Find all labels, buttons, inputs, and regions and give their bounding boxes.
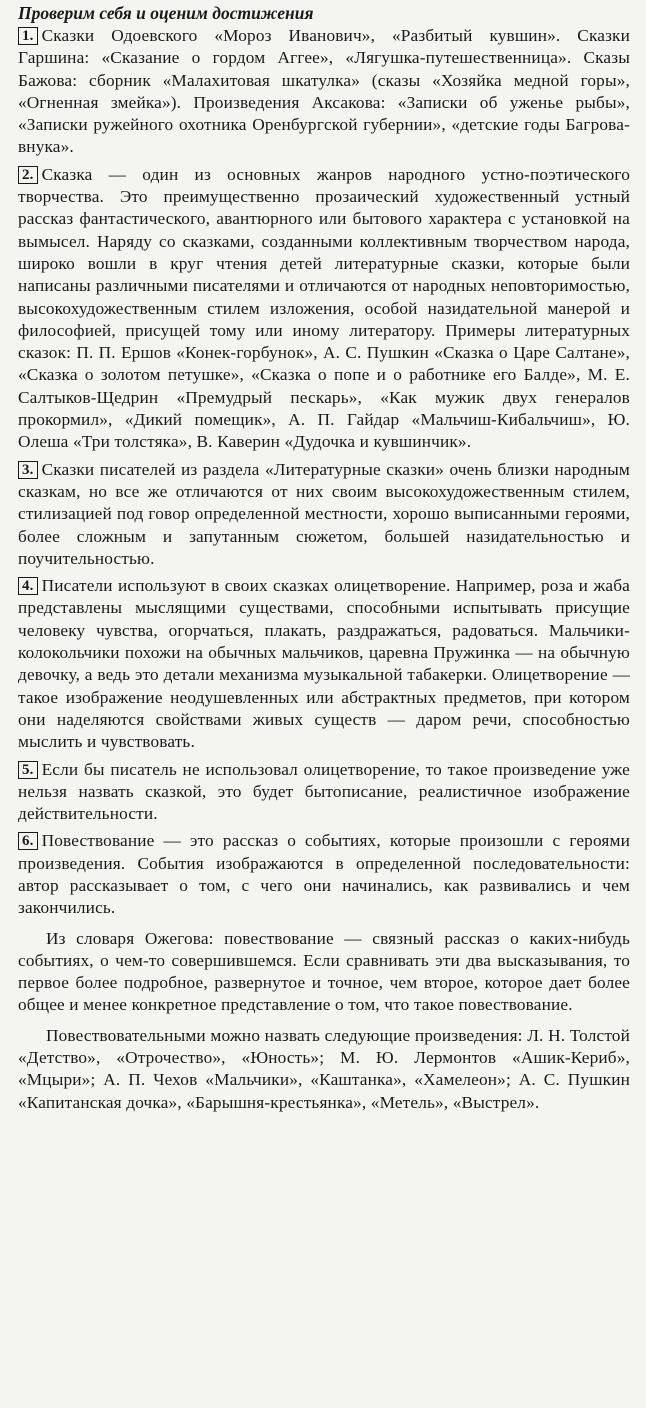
item-number-box: 6.	[18, 832, 38, 850]
item-number-box: 5.	[18, 761, 38, 779]
item-number-box: 1.	[18, 27, 38, 45]
item-number-box: 4.	[18, 577, 38, 595]
document-page	[18, 2, 630, 1119]
narrative-works-paragraph: Повествовательными можно назвать следующие произведения: Л. Н. Толстой «Детство», «Отрочество», «Юность»; М. Ю. Лермонтов «Ашик-Кериб», «Мцыри»; А. П. Чехов «Мальчики», «Каштанка», «Хамелеон»; А. С. Пушкин «Капитанская дочка», «Барышня-крестьянка», «Метель», «Выстрел».	[18, 1025, 630, 1112]
answer-text: Сказки Одоевского «Мороз Иванович», «Разбитый кувшин». Сказки Гаршина: «Сказание о гордом Аггее», «Лягушка-путешественница». Сказы Бажова: сборник «Малахитовая шкатулка» (сказы «Хозяйка медной горы», «Огненная змейка»). Произведения Аксакова: «Записки об уженье рыбы», «Записки ружейного охотника Оренбургской губернии», «детские годы Багрова-внука».	[18, 26, 630, 157]
answer-text: Сказки писателей из раздела «Литературные сказки» очень близки народным сказкам, но все же отличаются от них своим высокохудожественным стилем, стилизацией под говор определенной местности, хорошо выписанными героями, более сложным и запутанным сюжетом, большей назидательностью и поучительностью.	[18, 459, 630, 568]
answer-item-6	[18, 830, 630, 919]
item-number-box: 2.	[18, 166, 38, 184]
answer-item-1	[18, 25, 630, 159]
section-heading: Проверим себя и оценим достижения	[18, 3, 314, 23]
answer-text: Если бы писатель не использовал олицетворение, то такое произведение уже нельзя назвать сказкой, это будет бытописание, реалистичное изображение действительности.	[18, 759, 630, 824]
answer-item-4	[18, 575, 630, 753]
answer-item-3	[18, 459, 630, 570]
item-number-box: 3.	[18, 461, 38, 479]
answer-text: Писатели используют в своих сказках олицетворение. Например, роза и жаба представлены мыслящими существами, способными испытывать присущие человеку чувства, огорчаться, плакать, раздражаться, радоваться. Мальчики-колокольчики похожи на обычных мальчиков, царевна Пружинка — на обычную девочку, а ведь это детали механизма музыкальной табакерки. Олицетворение — такое изображение неодушевленных или абстрактных предметов, при котором они наделяются свойствами живых существ — даром речи, способностью мыслить и чувствовать.	[18, 576, 630, 752]
answer-item-5	[18, 759, 630, 826]
answer-text: Повествование — это рассказ о событиях, которые произошли с героями произведения. События изображаются в определенной последовательности: автор рассказывает о том, с чего они начинались, как развивались и чем закончились.	[18, 831, 630, 918]
ozhegov-paragraph: Из словаря Ожегова: повествование — связный рассказ о каких-нибудь событиях, о чем-то совершившемся. Если сравнивать эти два высказывания, то первое более подробное, развернутое и точное, чем второе, которое дает более общее и менее конкретное представление о том, что такое повествование.	[18, 928, 630, 1015]
answer-item-2	[18, 164, 630, 454]
answer-text: Сказка — один из основных жанров народного устно-поэтического творчества. Это преимущественно прозаический художественный устный рассказ фантастического, авантюрного или бытового характера с установкой на вымысел. Наряду со сказками, созданными коллективным творчеством народа, широко вошли в круг чтения детей литературные сказки, которые были написаны различными писателями и отличаются от народных неповторимостью, высокохудожественным стилем изложения, особой назидательной манерой и философией, присущей тому или иному литератору. Примеры литературных сказок: П. П. Ершов «Конек-горбунок», А. С. Пушкин «Сказка о Царе Салтане», «Сказка о золотом петушке», «Сказка о попе и о работнике его Балде», М. Е. Салтыков-Щедрин «Премудрый пескарь», «Как мужик двух генералов прокормил», «Дикий помещик», А. П. Гайдар «Мальчиш-Кибальчиш», Ю. Олеша «Три толстяка», В. Каверин «Дудочка и кувшинчик».	[18, 164, 630, 452]
